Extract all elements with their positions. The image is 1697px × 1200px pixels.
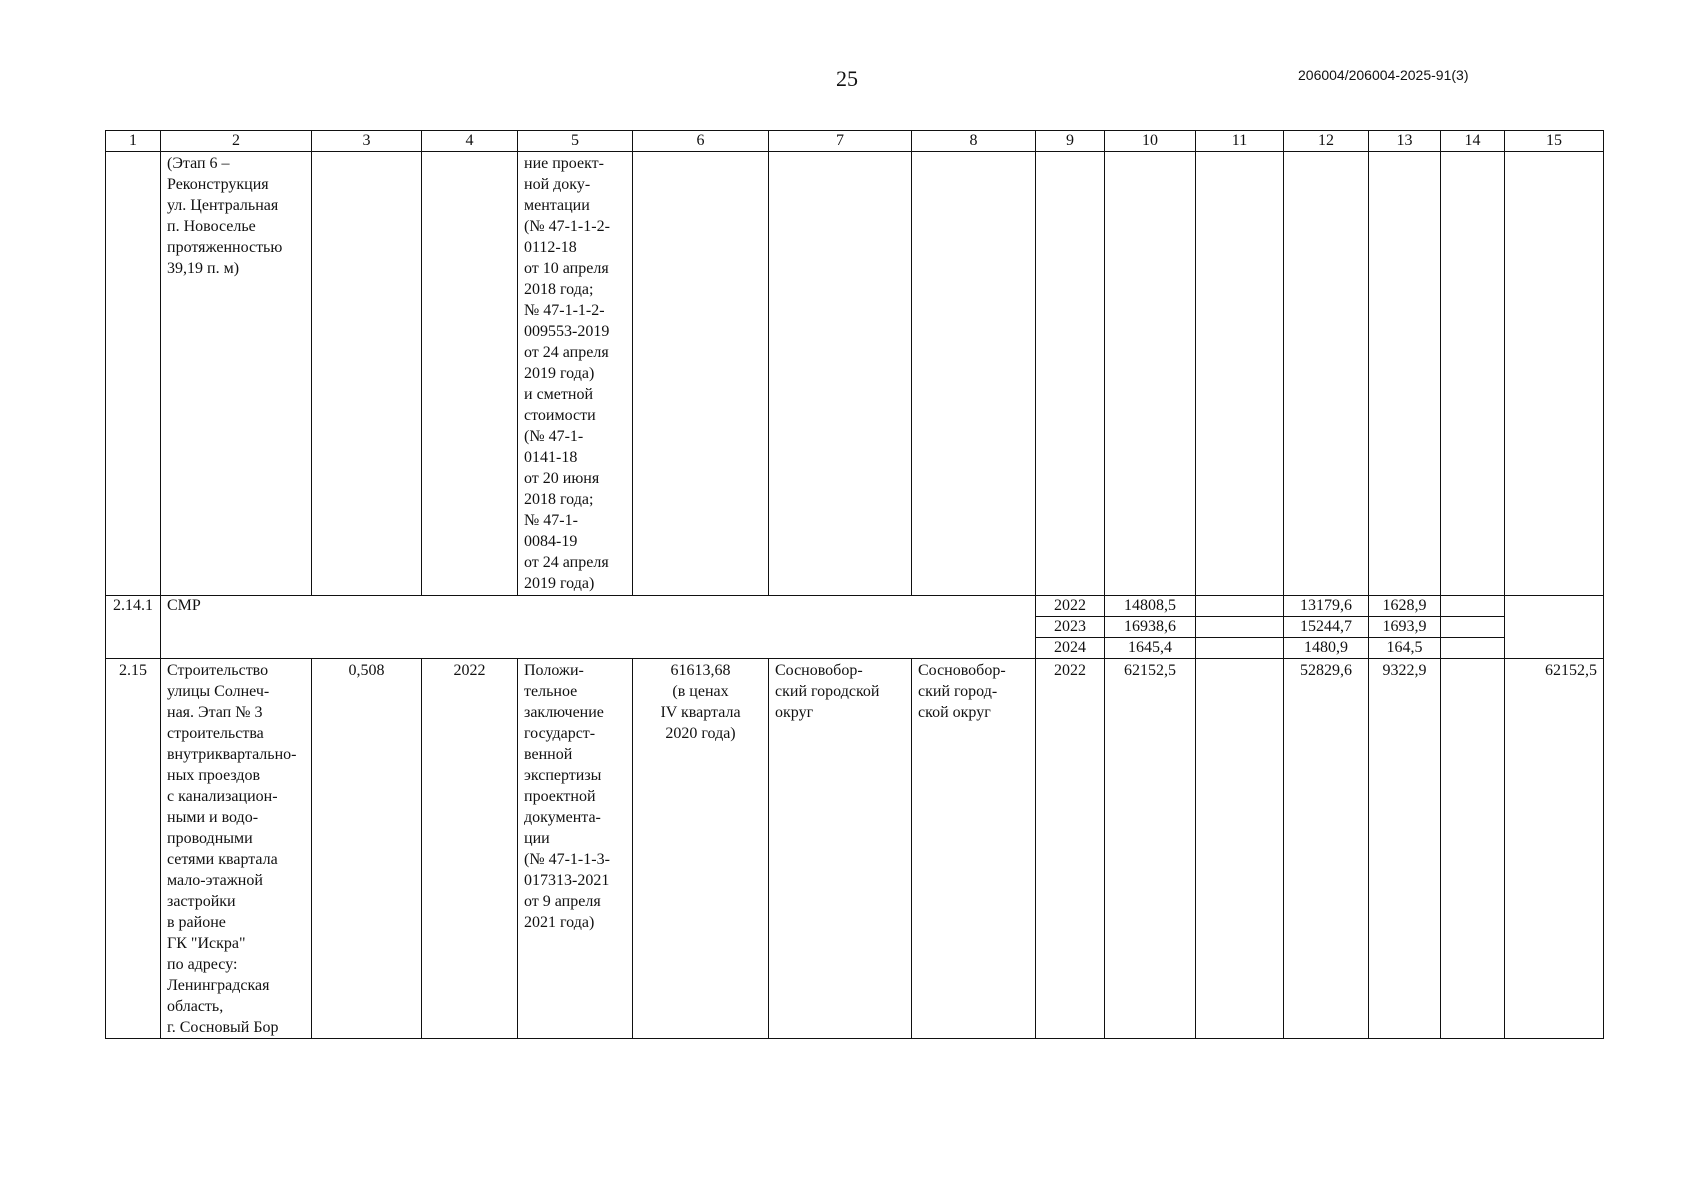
expertise-cell: Положи- тельное заключение государст- венной экспертизы проектной документа- ции (№ 47-1-1-3- 017313-2021 от 9 апреля 2021 года) [518, 659, 633, 1039]
page-number: 25 [836, 66, 858, 91]
data-table [105, 130, 1604, 1039]
value-cell: 1693,9 [1369, 617, 1441, 638]
col-number: 11 [1196, 131, 1284, 152]
expertise-continued: ние проект- ной доку- ментации (№ 47-1-1-2- 0112-18 от 10 апреля 2018 года; № 47-1-1-2- 009553-2019 от 24 апреля 2019 года) и сметной стоимости (№ 47-1- 0141-18 от 20 июня 2018 года; № 47-1- 0084-19 от 24 апреля 2019 года) [518, 152, 633, 596]
col-number: 13 [1369, 131, 1441, 152]
year-cell: 2024 [1036, 638, 1105, 659]
value-cell: 13179,6 [1284, 596, 1369, 617]
object-name-continued: (Этап 6 – Реконструкция ул. Центральная п. Новоселье протяженностью 39,19 п. м) [161, 152, 312, 596]
cost-cell: 61613,68 (в ценах IV квартала 2020 года) [633, 659, 769, 1039]
value-cell: 9322,9 [1369, 659, 1441, 1039]
col-number: 6 [633, 131, 769, 152]
customer-cell: Сосновобор- ский городской округ [769, 659, 912, 1039]
value-cell: 1645,4 [1105, 638, 1196, 659]
value-cell: 62152,5 [1505, 659, 1604, 1039]
value-cell: 1480,9 [1284, 638, 1369, 659]
document-id: 206004/206004-2025-91(3) [1298, 67, 1469, 83]
value-cell: 52829,6 [1284, 659, 1369, 1039]
value-cell: 62152,5 [1105, 659, 1196, 1039]
col-number: 2 [161, 131, 312, 152]
col-number: 8 [912, 131, 1036, 152]
value-cell: 16938,6 [1105, 617, 1196, 638]
capacity-cell: 0,508 [312, 659, 422, 1039]
col-number: 7 [769, 131, 912, 152]
smr-row-2022 [106, 596, 1604, 617]
row-number: 2.14.1 [106, 596, 161, 659]
year-cell: 2023 [1036, 617, 1105, 638]
year-start-cell: 2022 [422, 659, 518, 1039]
col-number: 9 [1036, 131, 1105, 152]
col-number: 1 [106, 131, 161, 152]
object-name: Строительство улицы Солнеч- ная. Этап № 3 строительства внутриквартально- ных проездов с канализацион- ными и водо- проводными сетями квартала мало-этажной застройки в районе ГК "Искра" по адресу: Ленинградская область, г. Сосновый Бор [161, 659, 312, 1039]
col-number: 12 [1284, 131, 1369, 152]
col-number: 5 [518, 131, 633, 152]
col-number: 10 [1105, 131, 1196, 152]
column-number-row [106, 131, 1604, 152]
col-number: 15 [1505, 131, 1604, 152]
col-number: 4 [422, 131, 518, 152]
value-cell: 14808,5 [1105, 596, 1196, 617]
value-cell: 164,5 [1369, 638, 1441, 659]
smr-label: СМР [161, 596, 1036, 659]
owner-cell: Сосновобор- ский город- ской округ [912, 659, 1036, 1039]
year-cell: 2022 [1036, 659, 1105, 1039]
value-cell: 1628,9 [1369, 596, 1441, 617]
continuation-row [106, 152, 1604, 596]
col-number: 14 [1441, 131, 1505, 152]
col-number: 3 [312, 131, 422, 152]
value-cell: 15244,7 [1284, 617, 1369, 638]
year-cell: 2022 [1036, 596, 1105, 617]
row-2-15 [106, 659, 1604, 1039]
row-number: 2.15 [106, 659, 161, 1039]
